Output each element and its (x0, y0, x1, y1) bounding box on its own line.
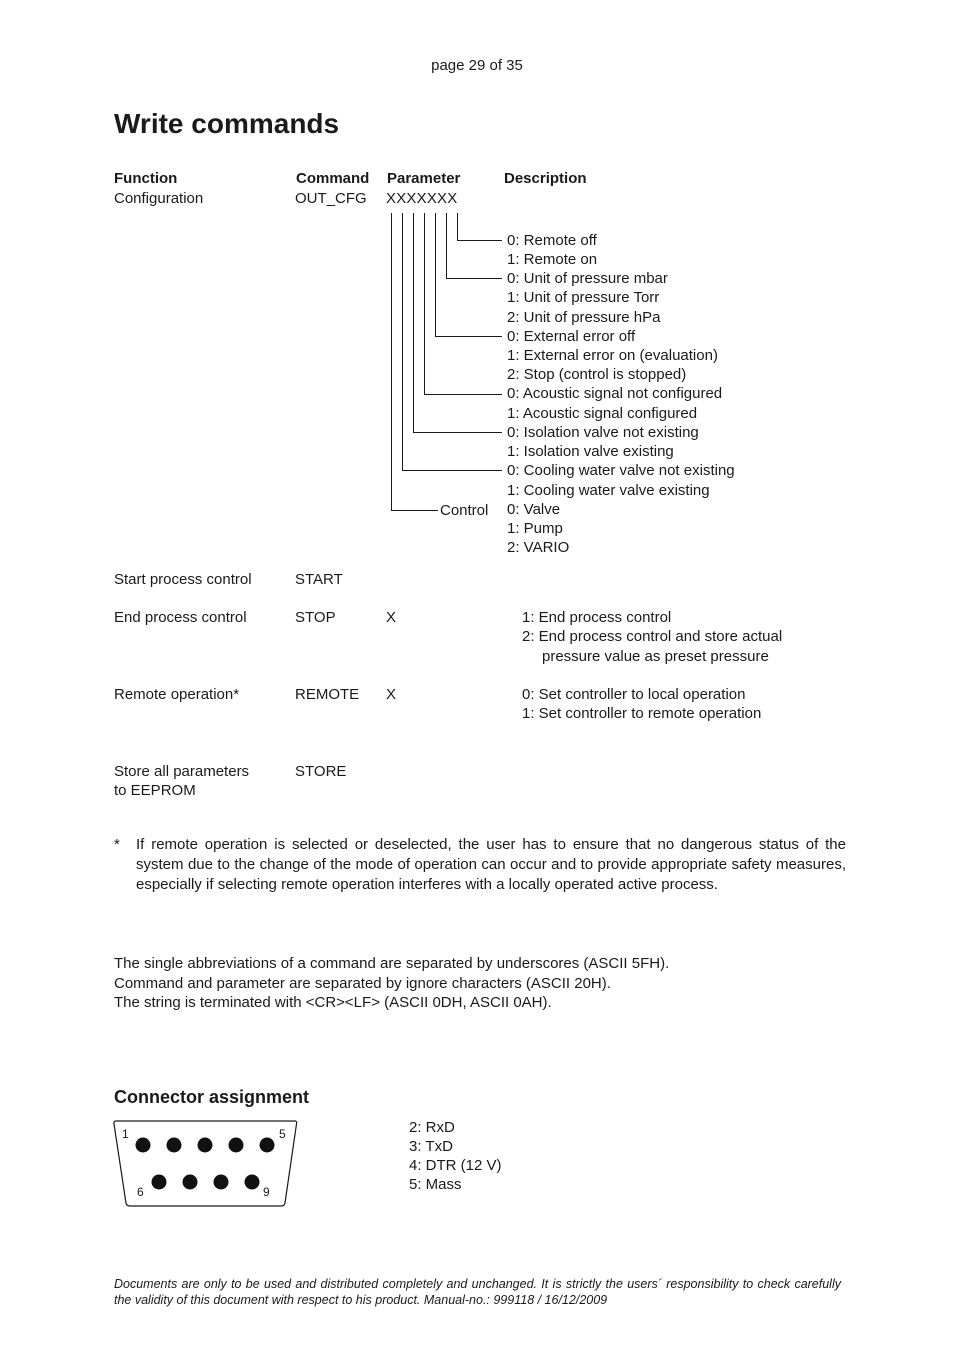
config-desc: 1: Isolation valve existing (507, 443, 674, 460)
pin-dot (167, 1138, 182, 1153)
remote-function: Remote operation* (114, 686, 240, 703)
pin-dot (198, 1138, 213, 1153)
pin-dot (229, 1138, 244, 1153)
pin-assignment: 5: Mass (409, 1176, 462, 1193)
header-function: Function (114, 170, 178, 187)
config-desc: 0: Isolation valve not existing (507, 424, 699, 441)
tree-line-error (436, 213, 503, 337)
config-desc: 0: Cooling water valve not existing (507, 462, 735, 479)
stop-function: End process control (114, 609, 247, 626)
start-function: Start process control (114, 571, 252, 588)
config-function: Configuration (114, 190, 204, 207)
pin-assignment: 2: RxD (409, 1119, 455, 1136)
config-desc: 1: Remote on (507, 251, 598, 268)
config-desc: 1: External error on (evaluation) (507, 347, 718, 364)
config-desc: 2: Stop (control is stopped) (507, 366, 687, 383)
store-function-line-2: to EEPROM (114, 782, 196, 799)
pin-dot (152, 1175, 167, 1190)
config-desc: 1: Acoustic signal configured (507, 405, 698, 422)
footnote-marker: * (114, 836, 120, 853)
note-line: Command and parameter are separated by ignore characters (ASCII 20H). (114, 974, 611, 992)
control-label: Control (440, 502, 489, 519)
config-desc: 0: Valve (507, 501, 561, 518)
connector-title: Connector assignment (114, 1087, 310, 1107)
page-number: page 29 of 35 (431, 57, 523, 74)
pin-assignment-list (409, 1118, 502, 1194)
footnote-text: If remote operation is selected or deselected, the user has to ensure that no dangerous status of the system due to the change of the mode of operation can occur and to provide appropriate safety measures, especially if selecting remote operation interferes with a locally operated active process. (136, 836, 846, 893)
db9-connector-diagram (110, 1115, 305, 1215)
header-description: Description (504, 170, 587, 187)
tree-line-isolation (414, 213, 503, 433)
store-command: STORE (295, 763, 347, 780)
remote-command: REMOTE (295, 686, 360, 703)
pin-number-6: 6 (137, 1185, 144, 1199)
config-desc: 0: Remote off (507, 232, 597, 249)
footer-disclaimer: Documents are only to be used and distributed completely and unchanged. It is strictly the users´ responsibility to check carefully the validity of this document with respect to his product. Manual-no.: 999118 / 16/12/2009 (114, 1277, 841, 1307)
remote-desc: 1: Set controller to remote operation (522, 705, 762, 722)
tree-line-acoustic (425, 213, 503, 395)
config-desc: 1: Pump (507, 520, 563, 537)
pin-number-5: 5 (279, 1127, 286, 1141)
pin-number-1: 1 (122, 1127, 129, 1141)
stop-parameter: X (386, 609, 397, 626)
pin-dot (245, 1175, 260, 1190)
pin-assignment: 3: TxD (409, 1138, 453, 1155)
config-desc: 0: Unit of pressure mbar (507, 270, 668, 287)
pin-assignment: 4: DTR (12 V) (409, 1157, 502, 1174)
config-command: OUT_CFG (295, 190, 367, 207)
header-parameter: Parameter (387, 170, 461, 187)
tree-line-remote (458, 213, 503, 241)
stop-desc: pressure value as preset pressure (542, 648, 769, 665)
pin-number-9: 9 (263, 1185, 270, 1199)
start-command: START (295, 571, 343, 588)
page-title: Write commands (114, 108, 340, 139)
pin-dot (136, 1138, 151, 1153)
config-desc: 2: Unit of pressure hPa (507, 309, 661, 326)
store-function-line-1: Store all parameters (114, 763, 250, 780)
note-line: The string is terminated with <CR><LF> (ASCII 0DH, ASCII 0AH). (114, 994, 552, 1011)
config-desc: 1: Unit of pressure Torr (507, 289, 660, 306)
notes (114, 954, 669, 1013)
config-desc: 2: VARIO (507, 539, 570, 556)
header-command: Command (296, 170, 370, 187)
remote-desc: 0: Set controller to local operation (522, 686, 746, 703)
tree-line-control (392, 213, 439, 511)
pin-dot (183, 1175, 198, 1190)
remote-parameter: X (386, 686, 397, 703)
note-line: The single abbreviations of a command are separated by underscores (ASCII 5FH). (114, 955, 670, 972)
tree-line-cooling (403, 213, 503, 471)
config-parameter: XXXXXXX (386, 190, 458, 207)
config-desc: 0: External error off (507, 328, 636, 345)
pin-dot (214, 1175, 229, 1190)
pin-dot (260, 1138, 275, 1153)
stop-desc: 2: End process control and store actual (522, 628, 783, 645)
tree-line-unit (447, 213, 503, 279)
stop-command: STOP (295, 609, 336, 626)
stop-desc: 1: End process control (522, 609, 672, 626)
config-desc: 1: Cooling water valve existing (507, 482, 710, 499)
config-desc: 0: Acoustic signal not configured (507, 385, 723, 402)
